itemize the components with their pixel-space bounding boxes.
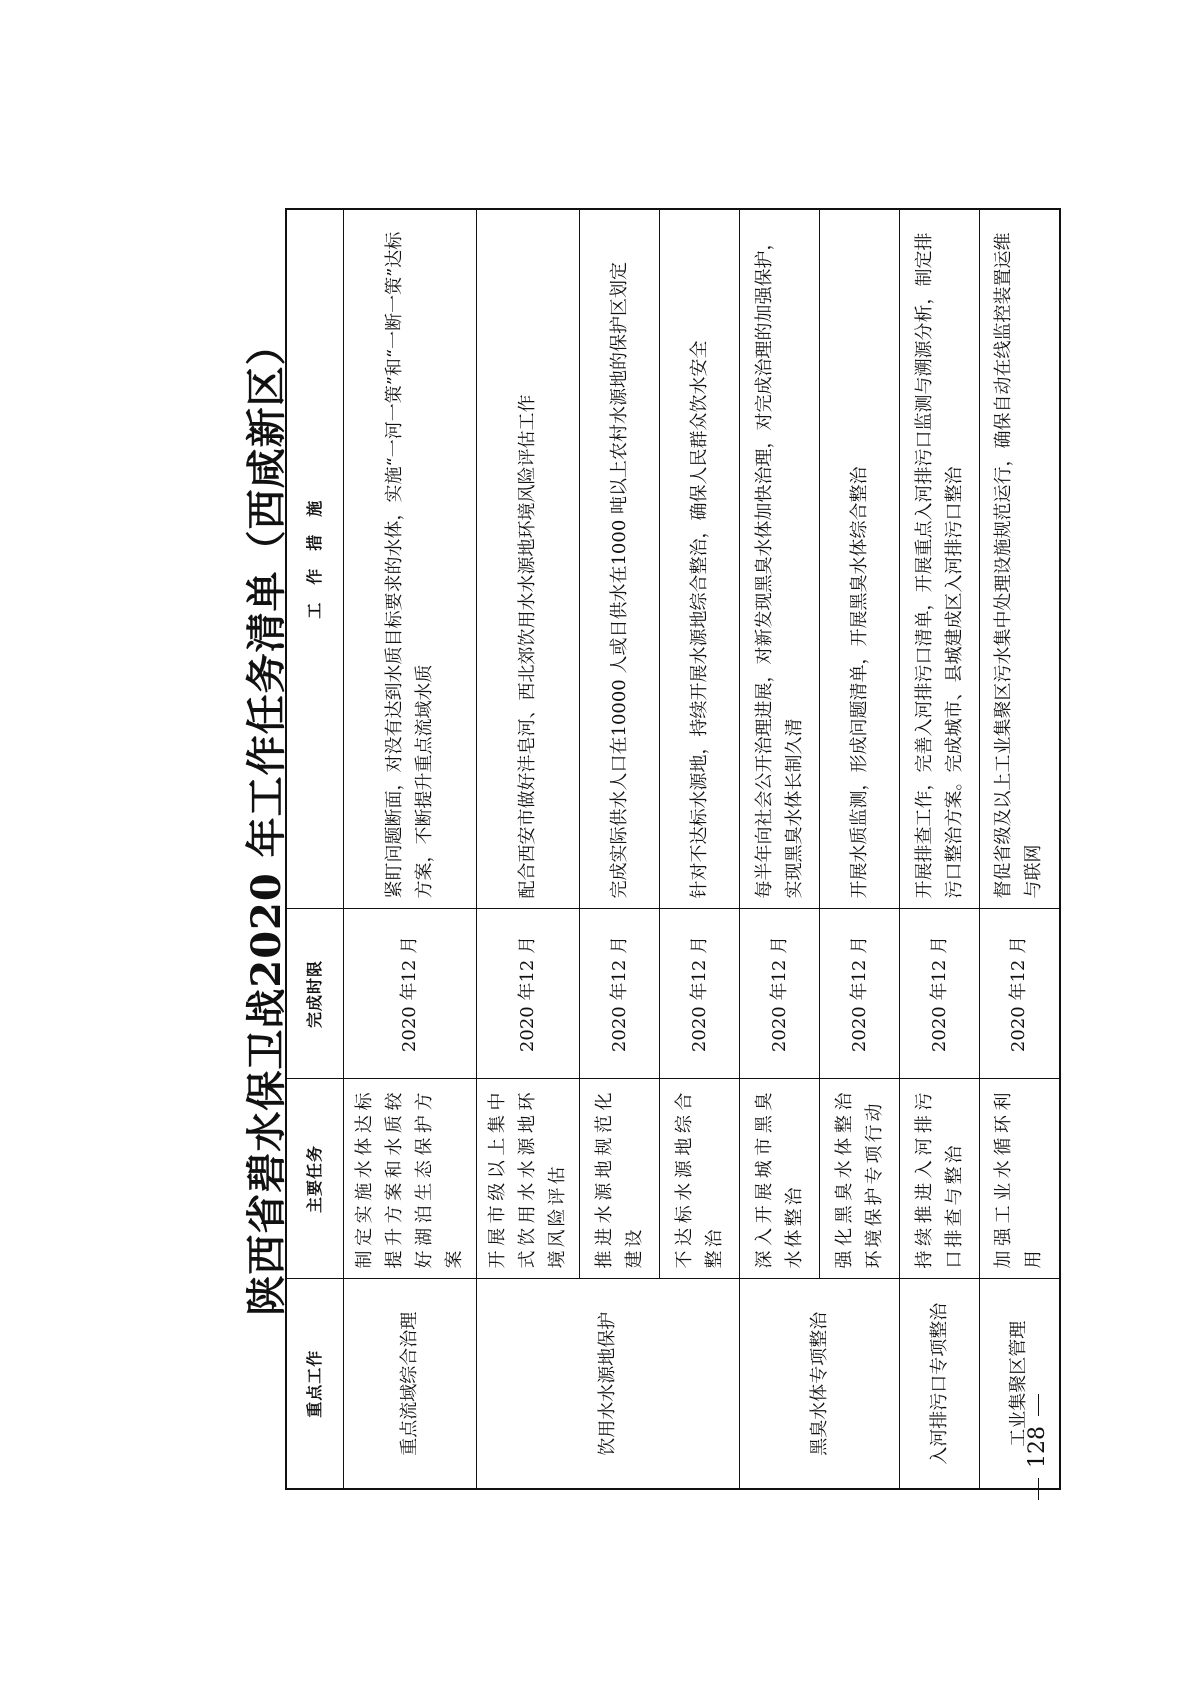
page-title: 陕西省碧水保卫战2020 年工作任务清单（西咸新区） xyxy=(243,324,290,1316)
deadline-cell: 2020 年12 月 xyxy=(820,909,900,1079)
deadline-cell: 2020 年12 月 xyxy=(580,909,660,1079)
main-task-cell: 加强工业水循环利用 xyxy=(980,1079,1060,1279)
measure-cell: 开展排查工作，完善入河排污口清单，开展重点入河排污口监测与溯源分析，制定排污口整治方案。完成城市、县城建成区入河排污口整治 xyxy=(900,209,980,909)
table-row xyxy=(740,209,820,1489)
table-row xyxy=(900,209,980,1489)
main-task-cell: 开展市级以上集中式饮用水水源地环境风险评估 xyxy=(477,1079,580,1279)
footer-dash-right xyxy=(1038,1394,1039,1416)
deadline-cell: 2020 年12 月 xyxy=(980,909,1060,1079)
key-work-cell: 黑臭水体专项整治 xyxy=(740,1279,900,1489)
table-row xyxy=(344,209,477,1489)
main-task-cell: 深入开展城市黑臭水体整治 xyxy=(740,1079,820,1279)
main-task-cell: 不达标水源地综合整治 xyxy=(660,1079,740,1279)
measure-cell: 完成实际供水人口在10000 人或日供水在1000 吨以上农村水源地的保护区划定 xyxy=(580,209,660,909)
measure-cell: 配合西安市做好沣皂河、西北郊饮用水水源地环境风险评估工作 xyxy=(477,209,580,909)
key-work-cell: 入河排污口专项整治 xyxy=(900,1279,980,1489)
footer-dash-left xyxy=(1038,1478,1039,1500)
deadline-cell: 2020 年12 月 xyxy=(660,909,740,1079)
task-table xyxy=(285,208,1061,1490)
header-main-task: 主要任务 xyxy=(286,1079,344,1279)
table-header-row xyxy=(286,209,344,1489)
main-task-cell: 制定实施水体达标提升方案和水质较好湖泊生态保护方案 xyxy=(344,1079,477,1279)
rotated-landscape-page xyxy=(200,130,1080,1510)
header-key-work: 重点工作 xyxy=(286,1279,344,1489)
page-number: 128 xyxy=(1025,1426,1050,1468)
measure-cell: 针对不达标水源地，持续开展水源地综合整治，确保人民群众饮水安全 xyxy=(660,209,740,909)
measure-cell: 督促省级及以上工业集聚区污水集中处理设施规范运行，确保自动在线监控装置运维与联网 xyxy=(980,209,1060,909)
key-work-cell: 重点流域综合治理 xyxy=(344,1279,477,1489)
key-work-cell: 工业集聚区管理 xyxy=(980,1279,1060,1489)
header-measures: 工 作 措 施 xyxy=(286,209,344,909)
main-task-cell: 推进水源地规范化建设 xyxy=(580,1079,660,1279)
table-row xyxy=(477,209,580,1489)
deadline-cell: 2020 年12 月 xyxy=(900,909,980,1079)
key-work-cell: 饮用水水源地保护 xyxy=(477,1279,740,1489)
measure-cell: 每半年向社会公开治理进展，对新发现黑臭水体加快治理，对完成治理的加强保护，实现黑臭水体长制久清 xyxy=(740,209,820,909)
deadline-cell: 2020 年12 月 xyxy=(344,909,477,1079)
main-task-cell: 强化黑臭水体整治环境保护专项行动 xyxy=(820,1079,900,1279)
page-footer xyxy=(1025,1310,1050,1510)
deadline-cell: 2020 年12 月 xyxy=(740,909,820,1079)
deadline-cell: 2020 年12 月 xyxy=(477,909,580,1079)
header-deadline: 完成时限 xyxy=(286,909,344,1079)
measure-cell: 开展水质监测，形成问题清单，开展黑臭水体综合整治 xyxy=(820,209,900,909)
table-row xyxy=(980,209,1060,1489)
main-task-cell: 持续推进入河排污口排查与整治 xyxy=(900,1079,980,1279)
measure-cell: 紧盯问题断面，对没有达到水质目标要求的水体，实施“一河一策”和“一断一策”达标方案，不断提升重点流域水质 xyxy=(344,209,477,909)
